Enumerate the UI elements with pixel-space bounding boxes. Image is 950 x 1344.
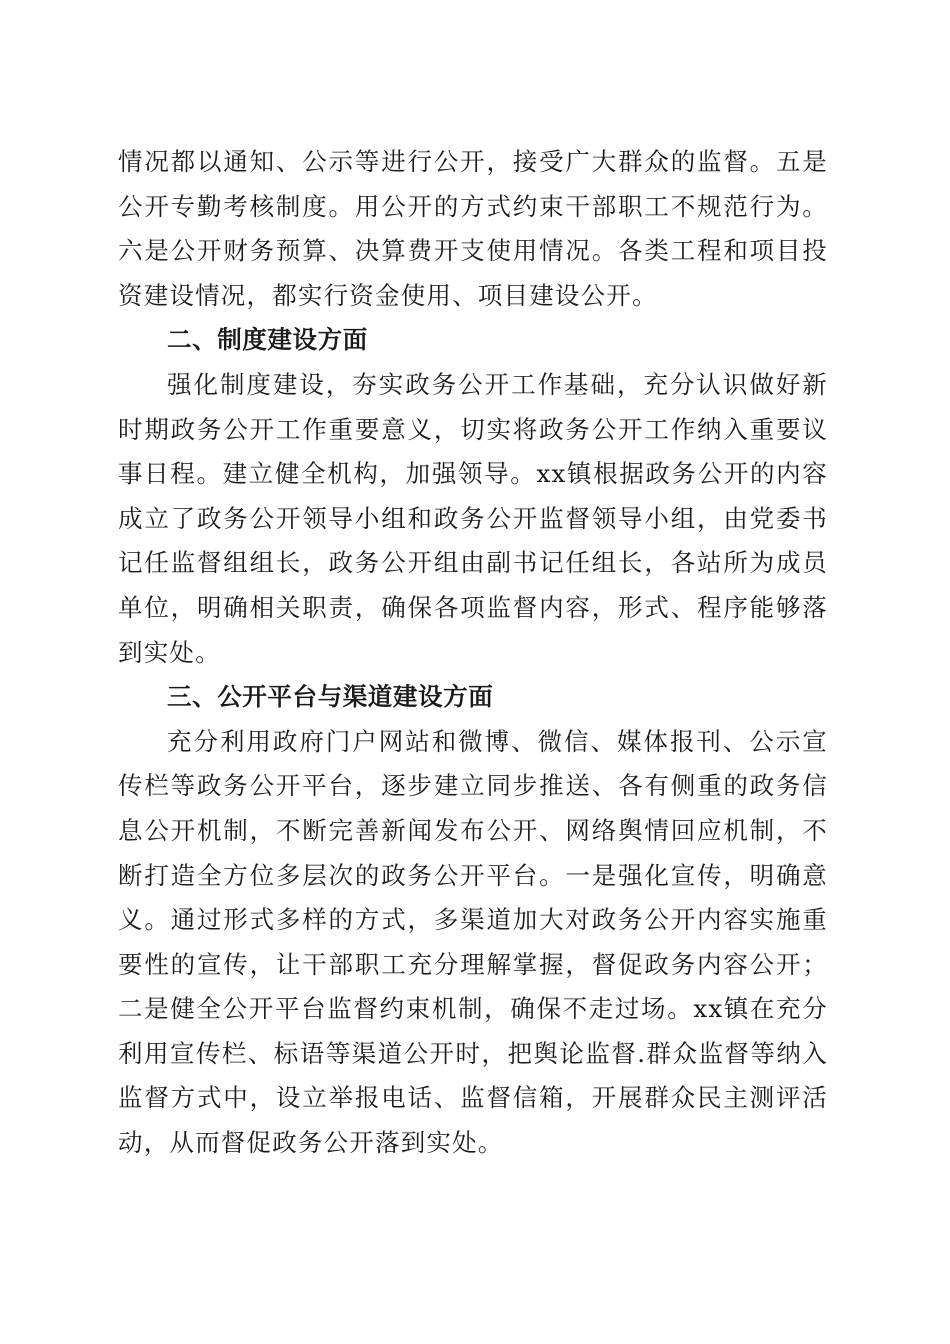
section-heading-3: 三、公开平台与渠道建设方面 xyxy=(167,682,494,712)
section-heading-2: 二、制度建设方面 xyxy=(167,325,368,355)
paragraph-system-building: 强化制度建设，夯实政务公开工作基础，充分认识做好新时期政务公开工作重要意义，切实将政务公开工作纳入重要议事日程。建立健全机构，加强领导。xx镇根据政务公开的内容成立了政务公开领导小组和政务公开监督领导小组，由党委书记任监督组组长，政务公开组由副书记任组长，各站所为成员单位，明确相关职责，确保各项监督内容，形式、程序能够落到实处。 xyxy=(118,369,828,667)
paragraph-continued: 情况都以通知、公示等进行公开，接受广大群众的监督。五是公开专勤考核制度。用公开的方式约束干部职工不规范行为。六是公开财务预算、决算费开支使用情况。各类工程和项目投资建设情况，都实行资金使用、项目建设公开。 xyxy=(118,147,828,310)
paragraph-platform-building: 充分利用政府门户网站和微博、微信、媒体报刊、公示宣传栏等政务公开平台，逐步建立同步推送、各有侧重的政务信息公开机制，不断完善新闻发布公开、网络舆情回应机制，不断打造全方位多层次的政务公开平台。一是强化宣传，明确意义。通过形式多样的方式，多渠道加大对政务公开内容实施重要性的宣传，让干部职工充分理解掌握，督促政务内容公开；二是健全公开平台监督约束机制，确保不走过场。xx镇在充分利用宣传栏、标语等渠道公开时，把舆论监督.群众监督等纳入监督方式中，设立举报电话、监督信箱，开展群众民主测评活动，从而督促政务公开落到实处。 xyxy=(118,726,828,1158)
document-body xyxy=(118,140,828,1166)
